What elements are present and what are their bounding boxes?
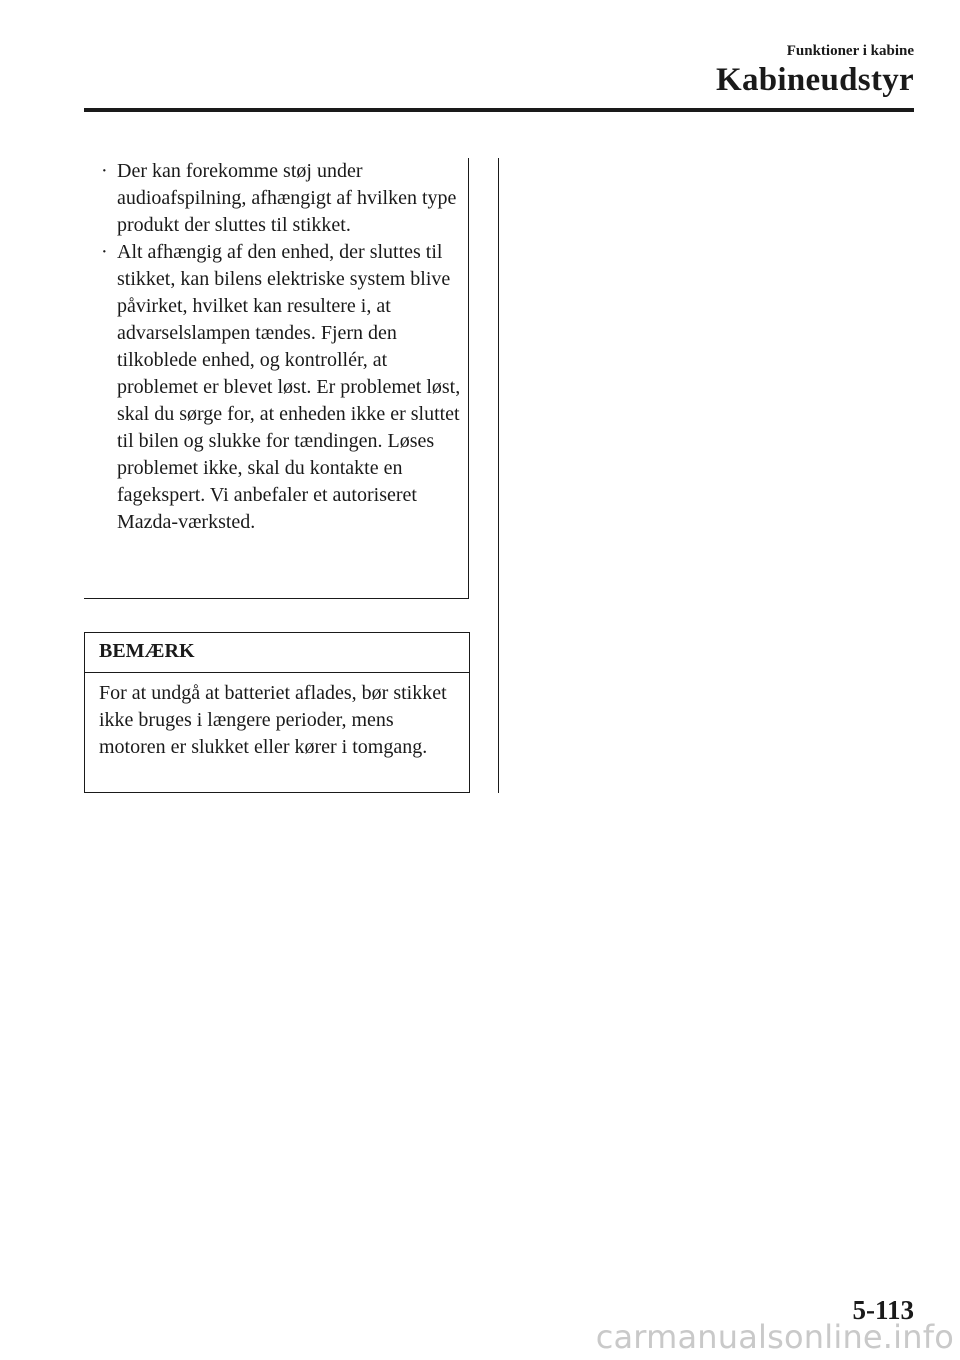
page-title: Kabineudstyr <box>716 62 914 98</box>
note-box <box>84 632 470 793</box>
list-item <box>84 239 468 536</box>
bullet-icon: · <box>101 241 108 263</box>
list-item <box>84 158 468 239</box>
column-divider <box>498 158 499 793</box>
note-body: For at undgå at batteriet aflades, bør stikket ikke bruges i længere perioder, mens motoren er slukket eller kører i tomgang. <box>99 682 447 758</box>
header-rule <box>84 108 914 112</box>
section-label: Funktioner i kabine <box>786 43 914 59</box>
bullet-icon: · <box>101 160 108 182</box>
note-heading: BEMÆRK <box>85 633 469 673</box>
watermark: carmanualsonline.info <box>595 1318 954 1356</box>
list-item-text: Der kan forekomme støj under audioafspilning, afhængigt af hvilken type produkt der sluttes til stikket. <box>117 160 457 236</box>
caution-box <box>84 158 469 599</box>
page-number: 5-113 <box>852 1295 914 1325</box>
list-item-text: Alt afhængig af den enhed, der sluttes til stikket, kan bilens elektriske system blive påvirket, hvilket kan resultere i, at advarselslampen tændes. Fjern den tilkoblede enhed, og kontrollér, at problemet er blevet løst. Er problemet løst, skal du sørge for, at enheden ikke er sluttet til bilen og slukke for tændingen. Løses problemet ikke, skal du kontakte en fagekspert. Vi anbefaler et autoriseret Mazda-værksted. <box>117 241 461 533</box>
bullet-list <box>84 158 468 536</box>
